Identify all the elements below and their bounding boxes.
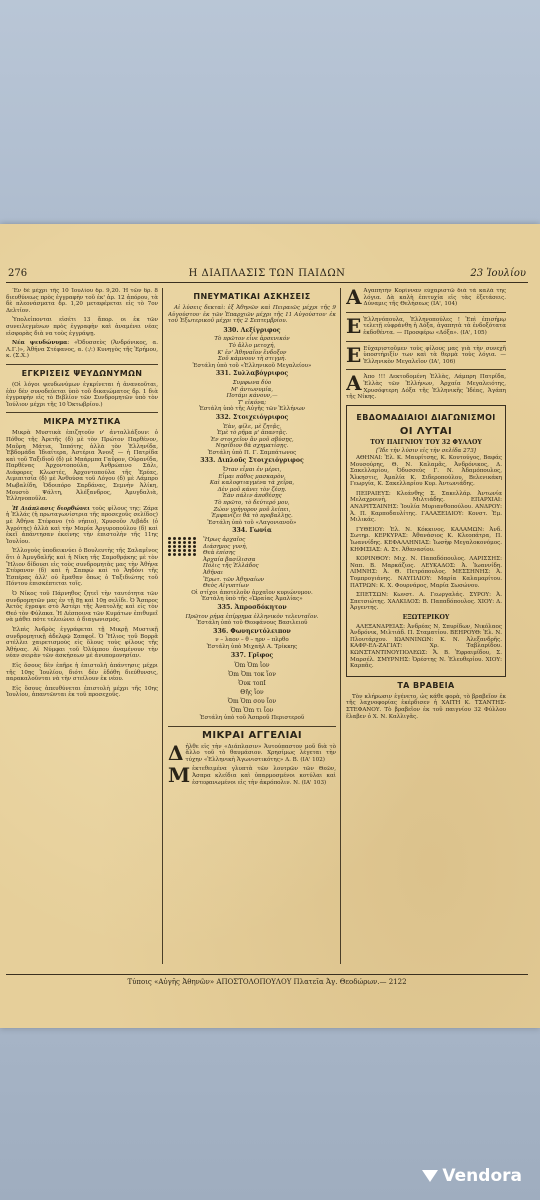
publication-title: Η ΔΙΑΠΛΑΣΙΣ ΤΩΝ ΠΑΙΔΩΝ [188, 268, 346, 279]
puzzle-sender: Ἐστάλη ὑπὸ τοῦ Θεοφάνους Βασιλειοῦ [196, 620, 308, 627]
puzzle-title: 336. Φωνηεντόλειπον [213, 627, 291, 635]
notice-text: Ἀπο !!! Δεκτοδομένη Ἑλλὰς, Λάμπρη Πατρίδα, Ἑλλὰς τῶν Ἐλλήνων, Ἀρχαία Μεγαλειότης, Χρυσόφτερη Δόξα τῆς Ἑλληνικῆς Ἰδέας, Ἀγάπη τῆς Νίκης. [346, 374, 506, 401]
secrets-paragraph: Ἐλπὶς Ἀνδρὸς ἐγγράφεται τῇ Μικρῇ Μυστικῇ συνδρομητικῇ ἀδελφῷ Σαπφοῖ. Ὁ Ἥλιος τοῦ Βορρᾶ στέλλει χαιρετισμοὺς εἰς ὅλους τοὺς φίλους τῆς Ἀθήνας. Αἱ Νύμφαι τοῦ Ὀλύμπου ἀναμένουν τὴν νέαν σειρὰν τῶν ἀσκήσεων μὲ ἀνυπομονησίαν. [6, 626, 158, 660]
note-paragraph: Ὑπολείπονται εἰσέτι 13 ἄπορ. οι ἐκ τῶν συνειλεγμένων πρὸς ἐγγραφὴν καὶ ἀναμένει νέας εἰσφορὰς διὰ να τοὺς ἐγγράψῃ. [6, 317, 158, 337]
pseudonyms-text: (Οἱ λόγοι ψευδωνύμων ἐγκρίνεται ἡ ἀνανεοῦται, ἐὰν δὲν συνοδεύεται ὑπὸ τοῦ δικαιώματος δρ. 1 διὰ ἐγγραφὴν εἰς τὸ Βιβλίον τῶν Συνδρομητῶν ὑπὸ τὸν Ἰούλιον μέχρι τῆς 10 Ὀκτωβρίου.) [6, 381, 158, 408]
puzzle-note: Οἱ στίχοι ἀποτελοῦν ἀρχαῖον κυριώνυμον. [191, 589, 313, 596]
corner-puzzle: Ἥρως ἀρχαῖος Διάσημος γυνή, Θεὰ ἐπίσης Ἀρχαία βασίλισσα Πόλις τῆς Ἑλλάδος Ἀθῆναι Ἔρωτ. τῶν Ἀθηναίων Θεὸς Αἰγυπτίων [168, 537, 336, 590]
notice-text: Εὐχαριστοῦμεν τοὺς φίλους μας γιὰ τὴν συνεχῆ ὑποστήριξίν των καὶ τὰ θερμὰ τοὺς λόγια. — Ἑλληνικὸν Μεγαλεῖον (ΙΑ', 106) [363, 345, 506, 365]
intro-paragraph: Ἕν δὲ μέχρι τῆς 10 Ἰουλίου δρ. 9,20. Ἡ τῶν δρ. 8 διευθύνεως πρὸς ἐγγραφὴν τοῦ ἐκ' ἀρ. 12 ἀπόρου, τὰ δὲ πλεονάσματα δρ. 1,20 μεταφέρεται εἰς τὸ 7ον Δελτίον. [6, 288, 158, 314]
issue-date: 23 Ἰουλίου [470, 268, 526, 279]
puzzle-verse: Ἐὰν, φίλε, μὲ ζητᾷς, Ἐμὲ τὸ ρῆμα μ' ἀπαντᾷς. Ἐν στοιχεῖον ἂν μοῦ σβύσῃς, Νησίδιον θὰ σχηματίσῃς. [210, 423, 294, 450]
section-rule [6, 364, 158, 365]
puzzle-title: 334. Γωνία [232, 527, 272, 535]
secrets-paragraph: Εἰς ὅσους δὲν ἐπῆρε ἡ ἐπιστολὴ ἀπάντησις μέχρι τῆς 10ης Ἰουλίου, διότι δὲν ἐδόθη διεύθυνσις, παρακαλοῦνται νὰ τὴν στείλουν ἐκ νέου. [6, 662, 158, 683]
solvers-list: ΑΘΗΝΑΙ: Ἐλ. Κ. Μαυρίτσης, Κ. Κουτούγος, Βαφάς Μουσούρης, Θ. Ν. Καλαμᾶς, Ἀνδρόνικος, Δ. Σακελλαρίου, Ὀδυσσεὺς Γ. Ν. Ἀδαμόπουλος, Ἄλκηστις, Ἀμαλία Κ. Σιδεροπούλου, Βελενικάκη Γεωργία, Κ. Σακελλαρίου Κυρ. Ἀντωνιάδης. [350, 454, 502, 488]
diaplasis-corrects-label: Ἡ Διάπλασις διορθώνει [12, 505, 90, 512]
page-number: 276 [8, 268, 28, 279]
printer-footer: Τύποις «Αὐγῆς Ἀθηνῶν» ΑΠΟΣΤΟΛΟΠΟΥΛΟΥ Πλατεῖα Ἁγ. Θεοδώρων.— 2122 [6, 974, 528, 986]
puzzle-sender: Ἐστάλη ὑπὸ τοῦ «Ἑλληνικοῦ Μεγαλείου» [192, 362, 312, 369]
puzzle-verse: Συμφωνα δύο Μ' ἀντωνυμία, Ποτάμι κάνουν,— Τ' εἰκόνα; [226, 379, 278, 406]
column-left [6, 288, 158, 966]
secrets-paragraph: Ὁ Νίκος τοῦ Πάρνηθος ζητεῖ τὴν ταυτότητα τῶν συνδρομητῶν μας ἐν τῇ 8ῃ καὶ 10ῃ σελίδι. Ὁ Ἄσπρος Ἀετὸς ἔγραψε στὸ Ἀστέρι τῆς Ἀνατολῆς καὶ εἰς τὸν Θεό τὸν Φύλακα. Ἡ Δέσποινα τῶν Κυμάτων ἐπιθυμεῖ νὰ μάθει πότε τελειώνει ὁ διαγωνισμός. [6, 590, 158, 624]
secrets-paragraph: Εἰς ὅσους ἀπευθύνεται ἐπιστολὴ μέχρι τῆς 10ης Ἰουλίου, ἀπαντῶνται ἐκ τοῦ προσεχοῦς. [6, 685, 158, 699]
secrets-paragraph: τοὺς φίλους της: Ζάρα ἡ Ἑλλάς (ἡ πρωταγωνίστρια τῆς προσεχοῦς σελίδος) μὲ Ἀθήνα Στέφανο (τὸ νήπιο), Χρυσοῦν Λιβάδι (ὁ Ἀγρότης) ἀλλὰ καὶ τὴν Μαρία Ἀργυροπούλου (δ) καὶ ἐκεῖ ἀπάντησαν ἐκείνης τὴν ἐπιστολὴν τῆς 11ης Ἰουλίου. [6, 505, 158, 545]
drop-cap: Α [346, 288, 362, 309]
secrets-paragraph: Μικρὰ Μυστικὰ ἐπιζητοῦν ν' ἀνταλλάξουν: ὁ Πόθος τῆς Ἀρετῆς (δ) μὲ τὸν Πρώτον Παρθένον, Μαῦρη Μάτια, Ἰππότης ἀλλὰ τὸν Ἐλληνίδα, Ἐβδομάδα Ἰδιαίτερα, Ἀστέρια Ἄνοιξ — ἡ Πατρίδα καὶ τοῦ Ταξιδιοῦ (δ) μὲ Μπάρμπα Γαῦρον, Οὐρανίδα, Παρθένας Ἀρχοντοπούλα, Ἀνθρώπινο Σάλι, Διάφορες Κλωστές, Ἀρχοντοπούλα τῆς Ἐρέας, Λιμιπιτσία (δ) μὲ Ἀνθούσα τοῦ Λόγου (δ) μὲ Λάμπρο Μωβαλίδη, Ὀδοιπόρο Σαρδάνας, Σεμνὴν Ἀλίκη, Μουστὸ Ψάλτη, Ἀλέξανδρος, Ἀμυγδαλιὰ, Ἐλληνοποῦλα. [6, 430, 158, 503]
dot-grid [168, 537, 197, 556]
puzzle-sender: Ἐστάλη ὑπὸ τοῦ «Λαγονιανοῦ» [207, 519, 297, 526]
puzzle-verse: Ὅταν εἶμαι ἐν μέρει, Εἶμαι πάθος μασκαρὸν, Καὶ καλοφτιαγμένα τὰ χεῖρα, Δὲν μοῦ κάνει τὸν ζέσῃ. Ἐὰν πάλιν ἀποθέσῃς Τὸ πρῶτο, τὸ δεύτερό μου, Ζώον γρήγορον μοῦ λείπει, Ἐμφανίζει θὰ τὸ προβαλλῃς. [209, 467, 295, 520]
puzzle-sender: Ἐστάλη ὑπὸ τῆς Αὐγῆς τῶν Ἑλλήνων [198, 406, 306, 413]
pseudonyms-heading: ΕΓΚΡΙΣΕΙΣ ΨΕΥΔΩΝΥΜΩΝ [21, 368, 143, 378]
section-rule [346, 312, 506, 313]
puzzle-title: 332. Στοιχειόγριφος [215, 413, 289, 421]
puzzle-text: ν – λαον – θ – ηρν – πλρθο [215, 637, 289, 644]
vendora-logo-icon [422, 1170, 438, 1182]
section-rule [346, 369, 506, 370]
abroad-list: ΑΛΕΞΑΝΔΡΕΙΑΣ: Ἀνδρέας Ν. Σπυρίδων, Νικόλαος Ἀνδρόνικ, Μιλτιάδ. Π. Σταματίου. ΒΕΗΡΟΥΘ: Ἐλ. Ν. Πλουτάρχου. ΙΩΑΝΝΙΝΩΝ: Κ. Ν. Ἀλεξανδρῆς. ΚΑΦΡ-ΕΛ-ΖΑΓΙΑΤ: Χρ. Ταβλαρίδου. ΚΩΝΣΤΑΝΤΙΝΟΥΠΟΛΕΩΣ: Ἄ. Β. Ἐφραιμίδου, Σ. Μαρσέλ. ΣΜΥΡΝΗΣ: Ὀρέστης Ν. Ἐλευθερίου. ΧΙΟΥ: Καρπᾶς. [350, 623, 502, 670]
secrets-paragraph: Ἐλλογοὺς ὑποδεικνύει ὁ Βουλευτὴς τῆς Σαλαμῖνος ὅτι ὁ Ἀμυγδαλῆς καὶ ἡ Νίκη τῆς Σαμοθρᾴκης μὲ τὸν Ἥλιον δίδουσι εἰς τοὺς συνδρομητὰς μας τὴν Ἀθήνα Στέφανον (δ) καὶ ἡ Σαπφὼ καὶ τὸ Ἀηδόνι τῆς Ἑσπέρας ἀλλ' οὐ ἔμαθαν ὅπως ὁ Ταξιδιώτης τοῦ Πόντου ἐπισκέπτεται τοῖς. [6, 548, 158, 588]
prizes-heading: ΤΑ ΒΡΑΒΕΙΑ [397, 680, 455, 690]
puzzle-title: 335. Ἀπροσδόκητον [217, 603, 287, 611]
section-rule [346, 341, 506, 342]
contest-box [346, 405, 506, 677]
section-rule [168, 726, 336, 727]
small-ads-heading: ΜΙΚΡΑΙ ΑΓΓΕΛΙΑΙ [202, 729, 302, 741]
puzzle-title: 331. Συλλαβόγριφος [215, 370, 289, 378]
drop-cap: Α [346, 371, 362, 396]
puzzle-text: Πρῶτον ρήμα ἐπίρρημα ἐλληνικὸν τελευταῖον. [185, 613, 319, 620]
puzzle-title: 330. Λεξίγριφος [223, 326, 281, 334]
puzzle-sender: Ἐστάλη ὑπὸ Π. Γ. Σαμπάτωνος [207, 449, 297, 456]
ad-text: ἠλθε εἰς τὴν «Διάπλασιν» Ἀυτούπαστον μοῦ διὰ τὸ ἄλλο τοῦ τὸ θαυμάσιον. Χρησίμως λέγεται τὴν τύχην «Ἐλληνικὴ Ἀγωνιστικότης» Δ. Β. (ΙΑ' 102) [185, 743, 336, 763]
small-secrets-heading: ΜΙΚΡΑ ΜΥΣΤΙΚΑ [43, 417, 121, 427]
solvers-list: ΣΠΕΤΣΩΝ: Κωνστ. Α. Γεωργαλάς. ΣΥΡΟΥ: Ἀ. Σπετσιώτης. ΧΑΛΚΙΔΟΣ: Β. Παπαδόπουλος. ΧΙΟΥ: Δ. Ἀργεντης. [350, 592, 502, 612]
abroad-heading: ΕΞΩΤΕΡΙΚΟΥ [402, 613, 450, 621]
section-rule [6, 412, 158, 413]
puzzle-title: 333. Διπλοῦς Στοιχειόγριφος [200, 457, 304, 465]
new-pseudonyms-text: : «Ὀδυσσεὺς (Ἀνδρόνικος, α. Λ.Γ.)», Ἀθήνα Στέφανος, α. (:/:) Κυνηγὸς τῆς Ἐρήμου, κ. (Σ.Χ.) [6, 340, 158, 360]
column-divider [162, 288, 163, 964]
game-heading: ΤΟΥ ΠΑΙΓΝΙΟΥ ΤΟΥ 32 ΦΥΛΛΟΥ [370, 438, 482, 446]
solvers-list: ΠΕΙΡΑΙΕΥΣ: Κλεάνθης Σ. Σακελλάρ. Ἀντωνία Μελαχροινὴ, Μιλτιάδης. ΕΠΑΡΧΙΑΙ: ΑΝΔΡΙΤΣΑΙΝΗΣ: Ἰουλία Μυριανθοπούλου. ΑΝΔΡΟΥ: Ἀ. Π. Καρποδαυλίτης. ΓΑΛΑΞΕΙΔΙΟΥ: Κονστ. Ἐμ. Μιλικάς. [350, 490, 502, 524]
puzzle-verse: Τὸ πρῶτον εἶνε ἀρσενικόν Τὸ ἄλλο μετοχή, Κ' ἐν' Ἀθηναῖον ἔνδοξον Σοῦ κάμνουν τὴ στιγμή. [214, 336, 290, 363]
vendora-watermark [422, 1166, 522, 1186]
column-middle [168, 288, 336, 966]
new-pseudonyms-label: Νέα ψευδώνυμα [12, 340, 68, 347]
ad-text: ἐκτεθειμένα γλυπτὰ τῶν λουτρῶν τῶν Θεῶν, Ἀσπρα κλείδια καὶ ὑπαρμοσμένοι κοτύλαι καὶ ἐστεφανωμένοι εἰς τὴν ἀκρόπολιν. Ν. (ΙΑ' 103) [192, 766, 336, 786]
puzzle-sender: Ἐστάλη ὑπὸ τῆς «Ὡραίας Ἀμαλίας» [201, 596, 303, 603]
watermark-text: Vendora [442, 1166, 522, 1186]
game-note: [Ἴδε τὴν λύσιν εἰς τὴν σελίδα 273] [376, 448, 476, 455]
notice-text: Ἀγαπητὴν Κορίνναν εὐχαριστῶ διὰ τὰ καλά της λόγια. Δὰ καλὴ ἐπιτυχία εἰς τὰς ἐξετάσεις. Δύναμις τῆς Θελήσεως (ΙΑ', 104) [363, 288, 506, 308]
drop-cap: Δ [168, 740, 184, 765]
rebus-grid: Ὁm Ὁm ἴον Ὁm Ὁm τοκ ἴον Ὁυκ τοπΙ Θῆς ἴον Ὁm Ὁm σου ἴον Ὁm Ὁm τι ἴον [227, 662, 277, 715]
column-divider [340, 288, 341, 964]
newspaper-page [0, 224, 540, 1028]
drop-cap: Μ [168, 763, 191, 788]
prizes-text: Τὸν κλήρωσιν ἐγένετο, ὡς κάθε φορὰ, τὸ βραβεῖον ἐκ τῆς λαχνοφορίας ἐκέρδισεν ἡ ΧΑΙΤΗ Κ. ΤΣΑΝΤΗΣ-ΣΤΕΦΑΝΟΥ. Τὸ βραβεῖον ἐκ τοῦ παιγνίου 32 Φύλλου ἔλαβεν ὁ Χ. Ν. Καλλιγᾶς. [346, 693, 506, 720]
drop-cap: Ε [346, 342, 362, 367]
column-right [346, 288, 506, 966]
contest-heading: ΕΒΔΟΜΑΔΙΑΙΟΙ ΔΙΑΓΩΝΙΣΜΟΙ [356, 412, 496, 422]
puzzle-sender: Ἐστάλη ὑπὸ τοῦ Ἀσπροῦ Περιστεροῦ [199, 715, 305, 722]
solvers-list: ΓΥΘΕΙΟΥ: Ἐλ. Ν. Κόκκινος. ΚΑΛΑΜΩΝ: Ἀνδ. Σωτηρ. ΚΕΡΚΥΡΑΣ: Ἀθανάσιος Κ. Κλεοπάτρα, Π. Ἰωαννίδης. ΚΕΦΑΛΛΗΝΙΑΣ: Ἰωσὴφ Μεγαλοκονόμος. ΚΗΦΙΣΙΑΣ: Α. Στ. Ἀθανασίου. [350, 526, 502, 553]
solvers-heading: ΟΙ ΛΥΤΑΙ [399, 425, 453, 437]
notice-text: Ἑλληνόπουλα, Ἑλληνοπούλες ! Ἐπὶ ἐπισήμῳ τελετῇ εὐφράνθη ἡ Δόξα, ἀγαπητὰ τὰ ἐνδοξότατα ἐκδοθέντα. — Προσφέρω «Δόξα». (ΙΑ', 105) [363, 316, 506, 336]
puzzle-title: 337. Γρῖφος [230, 651, 274, 659]
solvers-list: ΚΟΡΙΝΘΟΥ: Μιχ. Ν. Παπαδόπουλος. ΛΑΡΙΣΣΗΣ: Ναπ. Β. Μαρκάζιος. ΛΕΥΚΑΔΟΣ: Ἀ. Ἰωαννίδη. ΛΙΜΝΗΣ: Ἀ. Θ. Πετρόπουλος. ΜΕΣΣΗΝΗΣ: Ἀ. Τομπρογιάνης. ΝΑΥΠΛΙΟΥ: Μαρία Καλαμαρίτου. ΠΑΤΡΩΝ: Κ. Χ. Φουρνάρος, Μαρία Σωσώνου. [350, 556, 502, 589]
puzzle-sender: Ἐστάλη ὑπὸ Μιχαὴλ Α. Τρίκκης [206, 643, 298, 650]
page-header [6, 266, 528, 283]
background-top [0, 0, 540, 226]
exercises-heading: ΠΝΕΥΜΑΤΙΚΑΙ ΑΣΚΗΣΕΙΣ [193, 292, 311, 301]
drop-cap: Ε [346, 313, 362, 338]
exercises-intro: Αἱ λύσεις δεκταὶ: ἐξ Ἀθηνῶν καὶ Πειραιῶς μέχρι τῆς 9 Αὐγούστου· ἐκ τῶν Ἐπαρχιῶν μέχρι τῆς 11 Αὐγούστου· ἐκ τοῦ Ἐξωτερικοῦ μέχρι τῆς 2 Σεπτεμβρίου. [168, 305, 336, 325]
